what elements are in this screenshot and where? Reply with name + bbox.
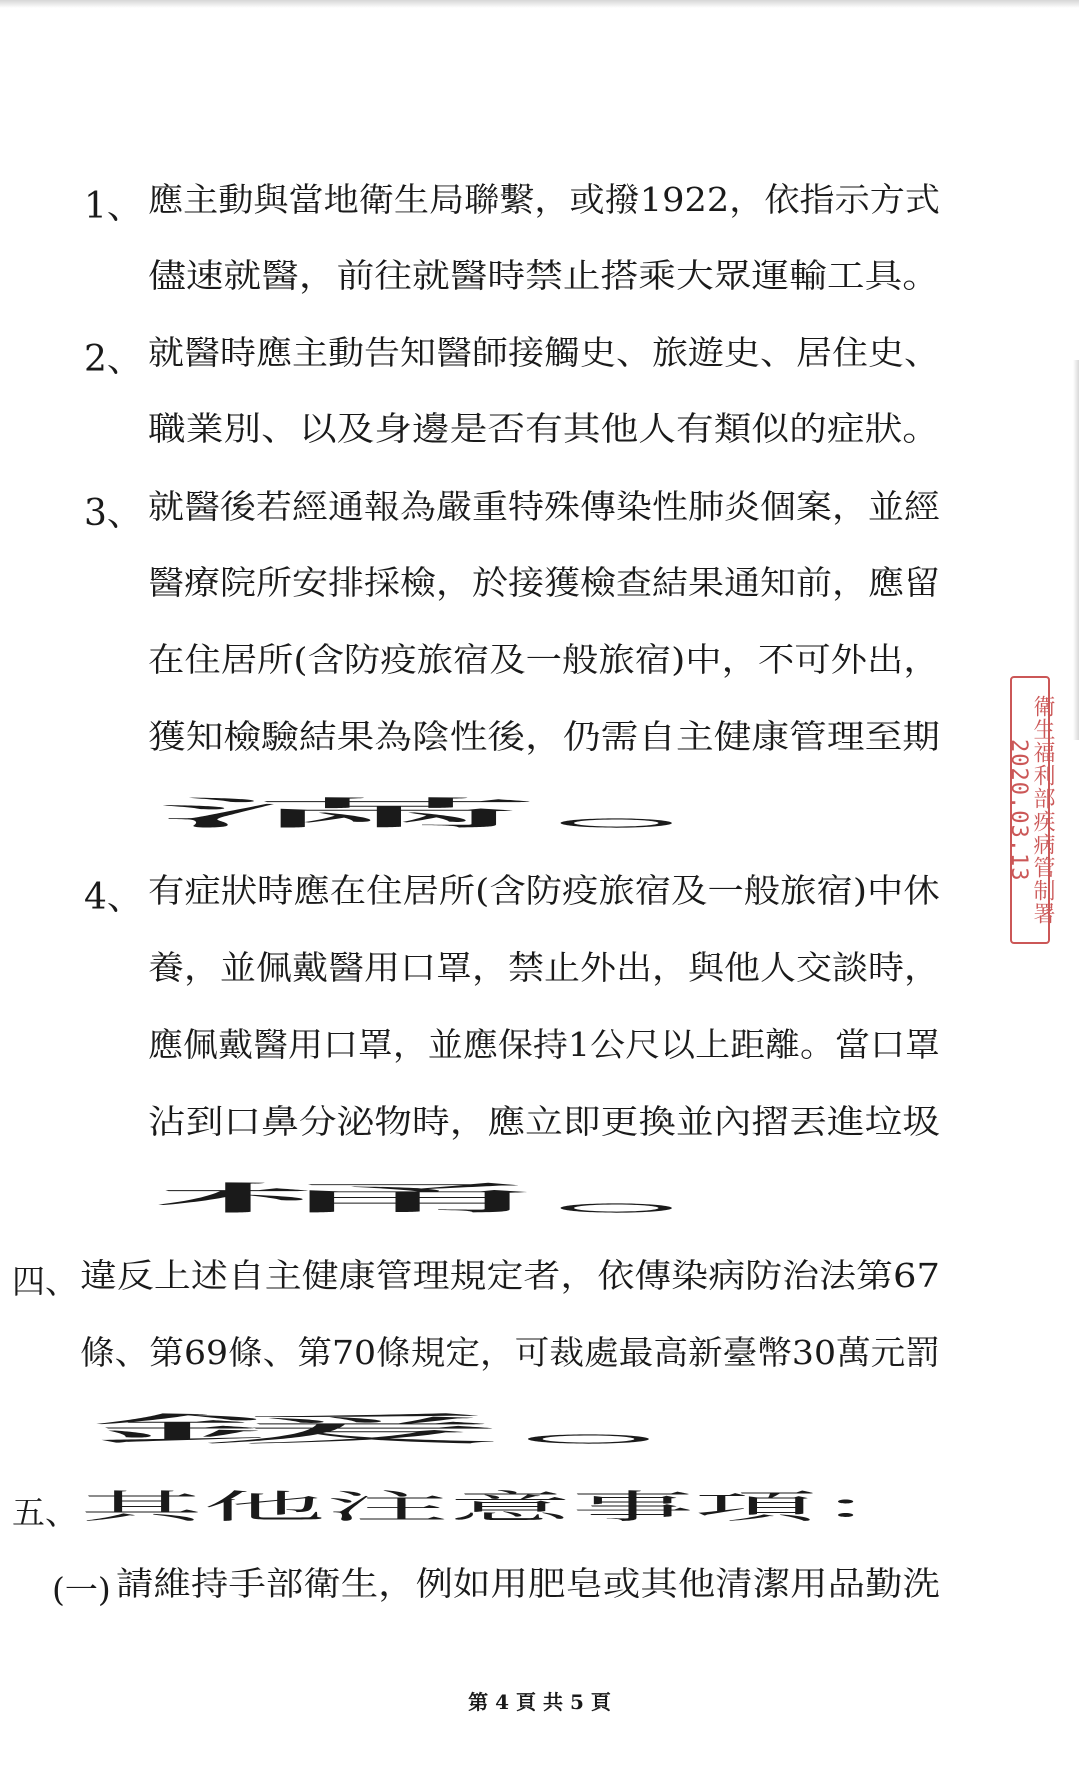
document-line-18: 其他注意事項： <box>80 1487 940 1526</box>
document-line-7: 在住居所(含防疫旅宿及一般旅宿)中，不可外出， <box>148 640 940 679</box>
official-seal-stamp: 衛生福利部疾病管制署 2020.03.13 <box>1010 676 1050 944</box>
item-2-marker: 2、 <box>84 339 143 380</box>
subitem-1-marker: (一) <box>52 1570 111 1609</box>
document-line-11: 養，並佩戴醫用口罩，禁止外出，與他人交談時， <box>148 948 940 987</box>
document-line-5: 就醫後若經通報為嚴重特殊傳染性肺炎個案，並經 <box>148 487 940 526</box>
document-line-8: 獲知檢驗結果為陰性後，仍需自主健康管理至期 <box>148 717 941 756</box>
document-line-16: 條、第69條、第70條規定，可裁處最高新臺幣30萬元罰 <box>80 1333 940 1372</box>
document-line-13: 沾到口鼻分泌物時，應立即更換並內摺丟進垃圾 <box>148 1102 941 1141</box>
page-right-edge <box>1073 360 1079 740</box>
page-footer: 第 4 頁 共 5 頁 <box>468 1690 611 1714</box>
page-top-edge <box>0 0 1079 8</box>
document-line-4: 職業別、以及身邊是否有其他人有類似的症狀。 <box>148 409 941 448</box>
document-line-19: 請維持手部衛生，例如用肥皂或其他清潔用品勤洗 <box>116 1564 941 1603</box>
document-line-3: 就醫時應主動告知醫師接觸史、旅遊史、居住史、 <box>148 333 940 372</box>
document-line-17: 鍰。 <box>80 1410 940 1449</box>
document-line-12: 應佩戴醫用口罩，並應保持1公尺以上距離。當口罩 <box>148 1025 940 1064</box>
item-4-marker: 4、 <box>84 877 143 918</box>
document-line-1: 應主動與當地衛生局聯繫，或撥1922，依指示方式 <box>148 180 940 219</box>
document-line-15: 違反上述自主健康管理規定者，依傳染病防治法第67 <box>80 1256 940 1295</box>
document-line-2: 儘速就醫，前往就醫時禁止搭乘大眾運輸工具。 <box>148 256 941 295</box>
document-line-14: 桶。 <box>148 1179 940 1218</box>
document-line-10: 有症狀時應在住居所(含防疫旅宿及一般旅宿)中休 <box>148 871 940 910</box>
document-line-6: 醫療院所安排採檢，於接獲檢查結果通知前，應留 <box>148 563 940 602</box>
section-5-marker: 五、 <box>12 1493 78 1532</box>
item-1-marker: 1、 <box>84 186 143 227</box>
item-3-marker: 3、 <box>84 493 143 534</box>
section-4-marker: 四、 <box>12 1262 78 1301</box>
document-line-9: 滿。 <box>148 794 940 833</box>
